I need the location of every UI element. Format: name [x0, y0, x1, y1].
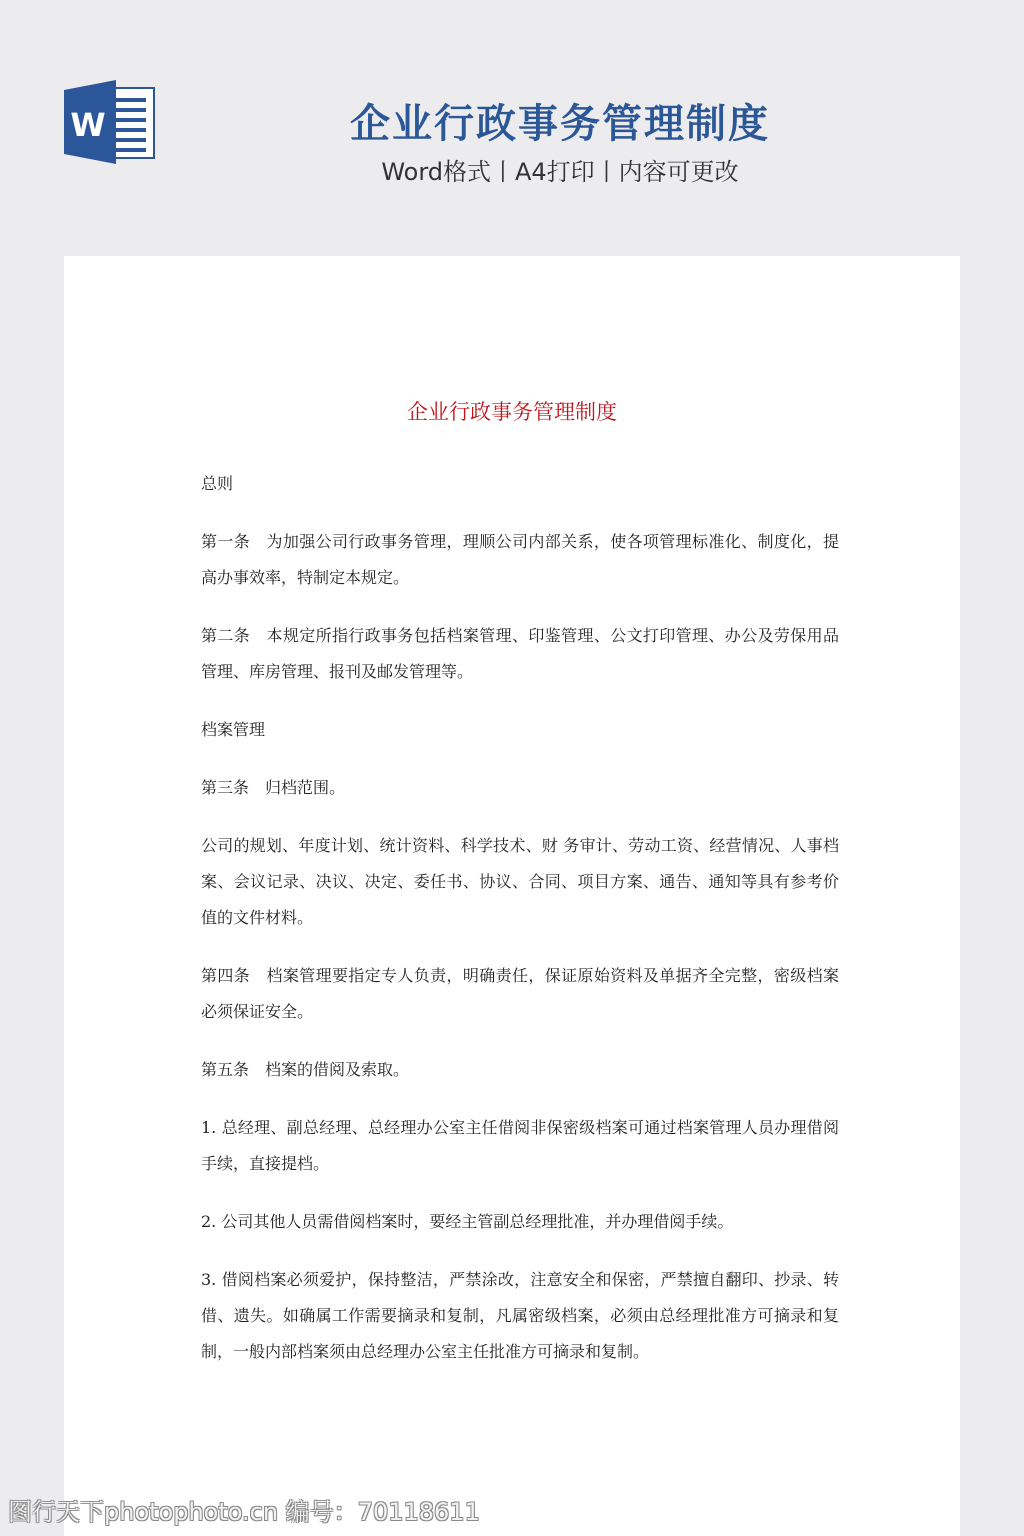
article-5-item-2: 2. 公司其他人员需借阅档案时，要经主管副总经理批准，并办理借阅手续。 [201, 1212, 734, 1231]
word-document-icon [64, 80, 156, 164]
document-page [64, 256, 960, 1536]
article-5-item-3: 3. 借阅档案必须爱护，保持整洁，严禁涂改，注意安全和保密，严禁擅自翻印、抄录、转借、遗失。如确属工作需要摘录和复制，凡属密级档案，必须由总经理批准方可摘录和复制，一般内部档案须由总经理办公室主任批准方可摘录和复制。 [201, 1270, 839, 1361]
header [0, 0, 1024, 240]
section-heading-general: 总则 [201, 474, 234, 493]
page-title: 企业行政事务管理制度 [350, 101, 770, 147]
article-4: 第四条 档案管理要指定专人负责，明确责任，保证原始资料及单据齐全完整，密级档案必须保证安全。 [201, 966, 839, 1021]
article-2: 第二条 本规定所指行政事务包括档案管理、印鉴管理、公文打印管理、办公及劳保用品管理、库房管理、报刊及邮发管理等。 [201, 626, 839, 681]
document-body [201, 466, 839, 1392]
article-5: 第五条 档案的借阅及索取。 [201, 1060, 410, 1079]
word-icon-letter: W [70, 106, 106, 144]
document-title: 企业行政事务管理制度 [407, 400, 617, 424]
watermark: 图行天下photophoto.cn 编号：70118611 [8, 1498, 480, 1526]
article-5-item-1: 1. 总经理、副总经理、总经理办公室主任借阅非保密级档案可通过档案管理人员办理借阅手续，直接提档。 [201, 1118, 839, 1173]
article-3: 第三条 归档范围。 [201, 778, 346, 797]
article-3-detail: 公司的规划、年度计划、统计资料、科学技术、财 务审计、劳动工资、经营情况、人事档案、会议记录、决议、决定、委任书、协议、合同、项目方案、通告、通知等具有参考价值的文件材料。 [201, 836, 839, 927]
section-heading-archives: 档案管理 [201, 720, 266, 739]
article-1: 第一条 为加强公司行政事务管理，理顺公司内部关系，使各项管理标准化、制度化，提高办事效率，特制定本规定。 [201, 532, 839, 587]
page-subtitle: Word格式丨A4打印丨内容可更改 [381, 158, 739, 186]
